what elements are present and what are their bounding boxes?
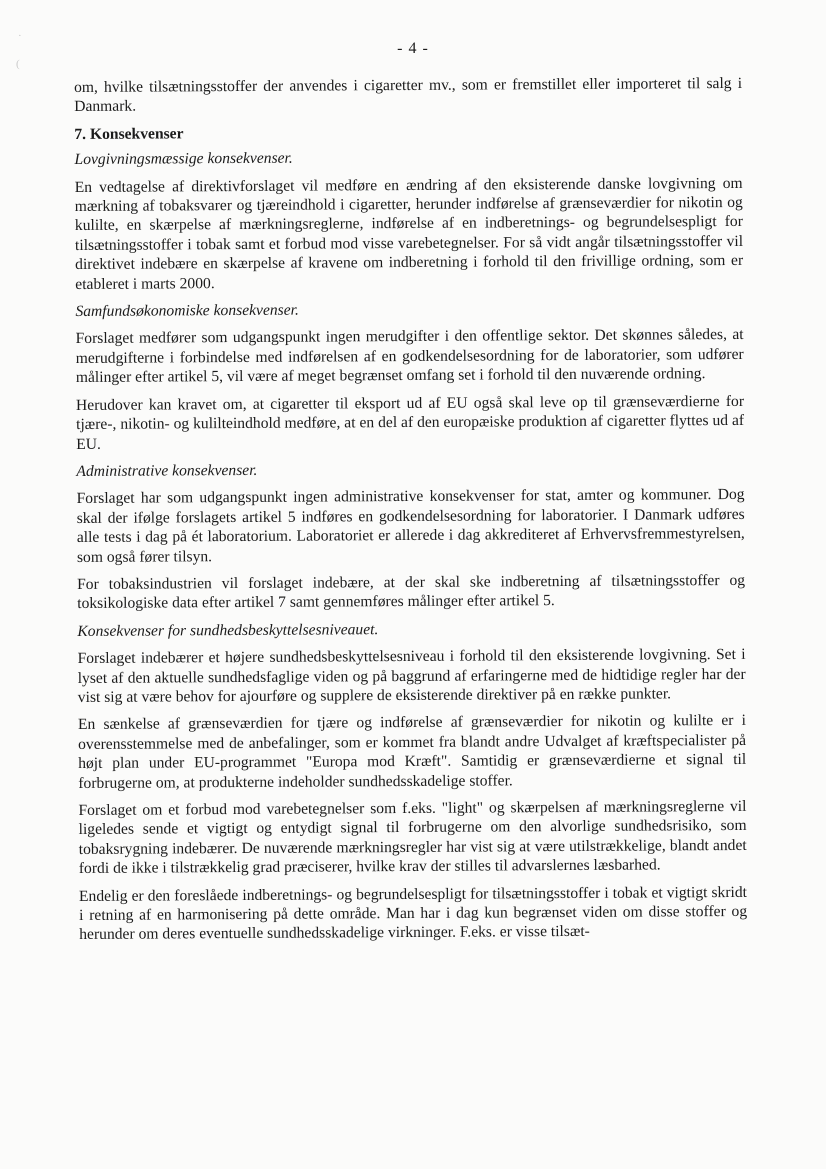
- scan-mark: (: [16, 58, 20, 70]
- body-paragraph: Endelig er den foreslåede indberetnings- og begrundelsespligt for tilsætningsstoffer i tobak et vigtigt skridt i retning af en harmonisering på dette område. Man har i dag kun begrænset viden om disse stoffer og herunder om deres eventuelle sundhedsskadelige virkninger. F.eks. er visse tilsæt-: [78, 883, 748, 944]
- body-paragraph: Forslaget indebærer et højere sundhedsbeskyttelsesniveau i forhold til den eksisterende lovgivning. Set i lyset af den aktuelle sundhedsfaglige viden og på baggrund af erfaringerne med de hidtidige regler har der vist sig at være behov for ajourføre og supplere de eksisterende direktiver på en række punkter.: [77, 646, 746, 706]
- subsection-heading: Lovgivningsmæssige konsekvenser.: [74, 149, 293, 169]
- document-body: [74, 74, 747, 953]
- page-number: - 4 -: [397, 40, 429, 57]
- body-paragraph: Forslaget om et forbud mod varebetegnelser som f.eks. "light" og skærpelsen af mærkningsreglerne vil ligeledes sende et vigtigt og entydigt signal til forbrugerne om den alvorlige sundhedsrisiko, som tobaksrygning indebærer. De nuværende mærkningsregler har vist sig at være utilstrækkelige, blandt andet fordi de ikke i tilstrækkelig grad præciserer, hvilke krav der stilles til advarslernes læsbarhed.: [78, 797, 747, 878]
- subsection-heading: Samfundsøkonomiske konsekvenser.: [75, 301, 299, 321]
- intro-paragraph: om, hvilke tilsætningsstoffer der anvendes i cigaretter mv., som er fremstillet eller importeret til salg i Danmark.: [74, 74, 743, 116]
- scan-mark: ·: [18, 30, 22, 42]
- body-paragraph: Forslaget medfører som udgangspunkt ingen merudgifter i den offentlige sektor. Det skønnes således, at merudgifterne i forbindelse med indførelsen af en godkendelsesordning for de laboratorier, som udfører målinger efter artikel 5, vil være af meget begrænset omfang set i forhold til den nuværende ordning.: [75, 326, 744, 387]
- body-paragraph: En sænkelse af grænseværdien for tjære og indførelse af grænseværdier for nikotin og kulilte er i overensstemmelse med de anbefalinger, som er kommet fra blandt andre Udvalget af kræftspecialister på højt plan under EU-programmet "Europa mod Kræft". Samtidig er grænseværdierne et signal til forbrugerne om, at produkterne indeholder sundhedsskadelige stoffer.: [77, 712, 747, 792]
- subsection-heading: Konsekvenser for sundhedsbeskyttelsesniveauet.: [77, 620, 379, 640]
- subsection-heading: Administrative konsekvenser.: [76, 461, 258, 480]
- section-title: 7. Konsekvenser: [74, 125, 184, 143]
- body-paragraph: En vedtagelse af direktivforslaget vil medføre en ændring af den eksisterende danske lovgivning om mærkning af tobaksvarer og tjæreindhold i cigaretter, herunder indførelse af grænseværdier for nikotin og kulilte, en skærpelse af mærkningsreglerne, indførelse af en indberetnings- og begrundelsespligt for tilsætningsstoffer i tobak samt et forbud mod visse varebetegnelser. For så vidt angår tilsætningsstoffer vil direktivet indebære en skærpelse af kravene om indberetning i forhold til den frivillige ordning, som er etableret i marts 2000.: [74, 174, 744, 293]
- body-paragraph: For tobaksindustrien vil forslaget indebære, at der skal ske indberetning af tilsætningsstoffer og toksikologiske data efter artikel 7 samt gennemføres målinger efter artikel 5.: [77, 571, 746, 613]
- body-paragraph: Forslaget har som udgangspunkt ingen administrative konsekvenser for stat, amter og kommuner. Dog skal der ifølge forslagets artikel 5 indføres en godkendelsesordning for laboratorier. I Danmark udføres alle tests i dag på ét laboratorium. Laboratoriet er allerede i dag akkrediteret af Erhvervsfremmestyrelsen, som også fører tilsyn.: [76, 486, 745, 566]
- body-paragraph: Herudover kan kravet om, at cigaretter til eksport ud af EU også skal leve op til grænseværdierne for tjære-, nikotin- og kulilteindhold medføre, at en del af den europæiske produktion af cigaretter flyttes ud af EU.: [75, 392, 745, 453]
